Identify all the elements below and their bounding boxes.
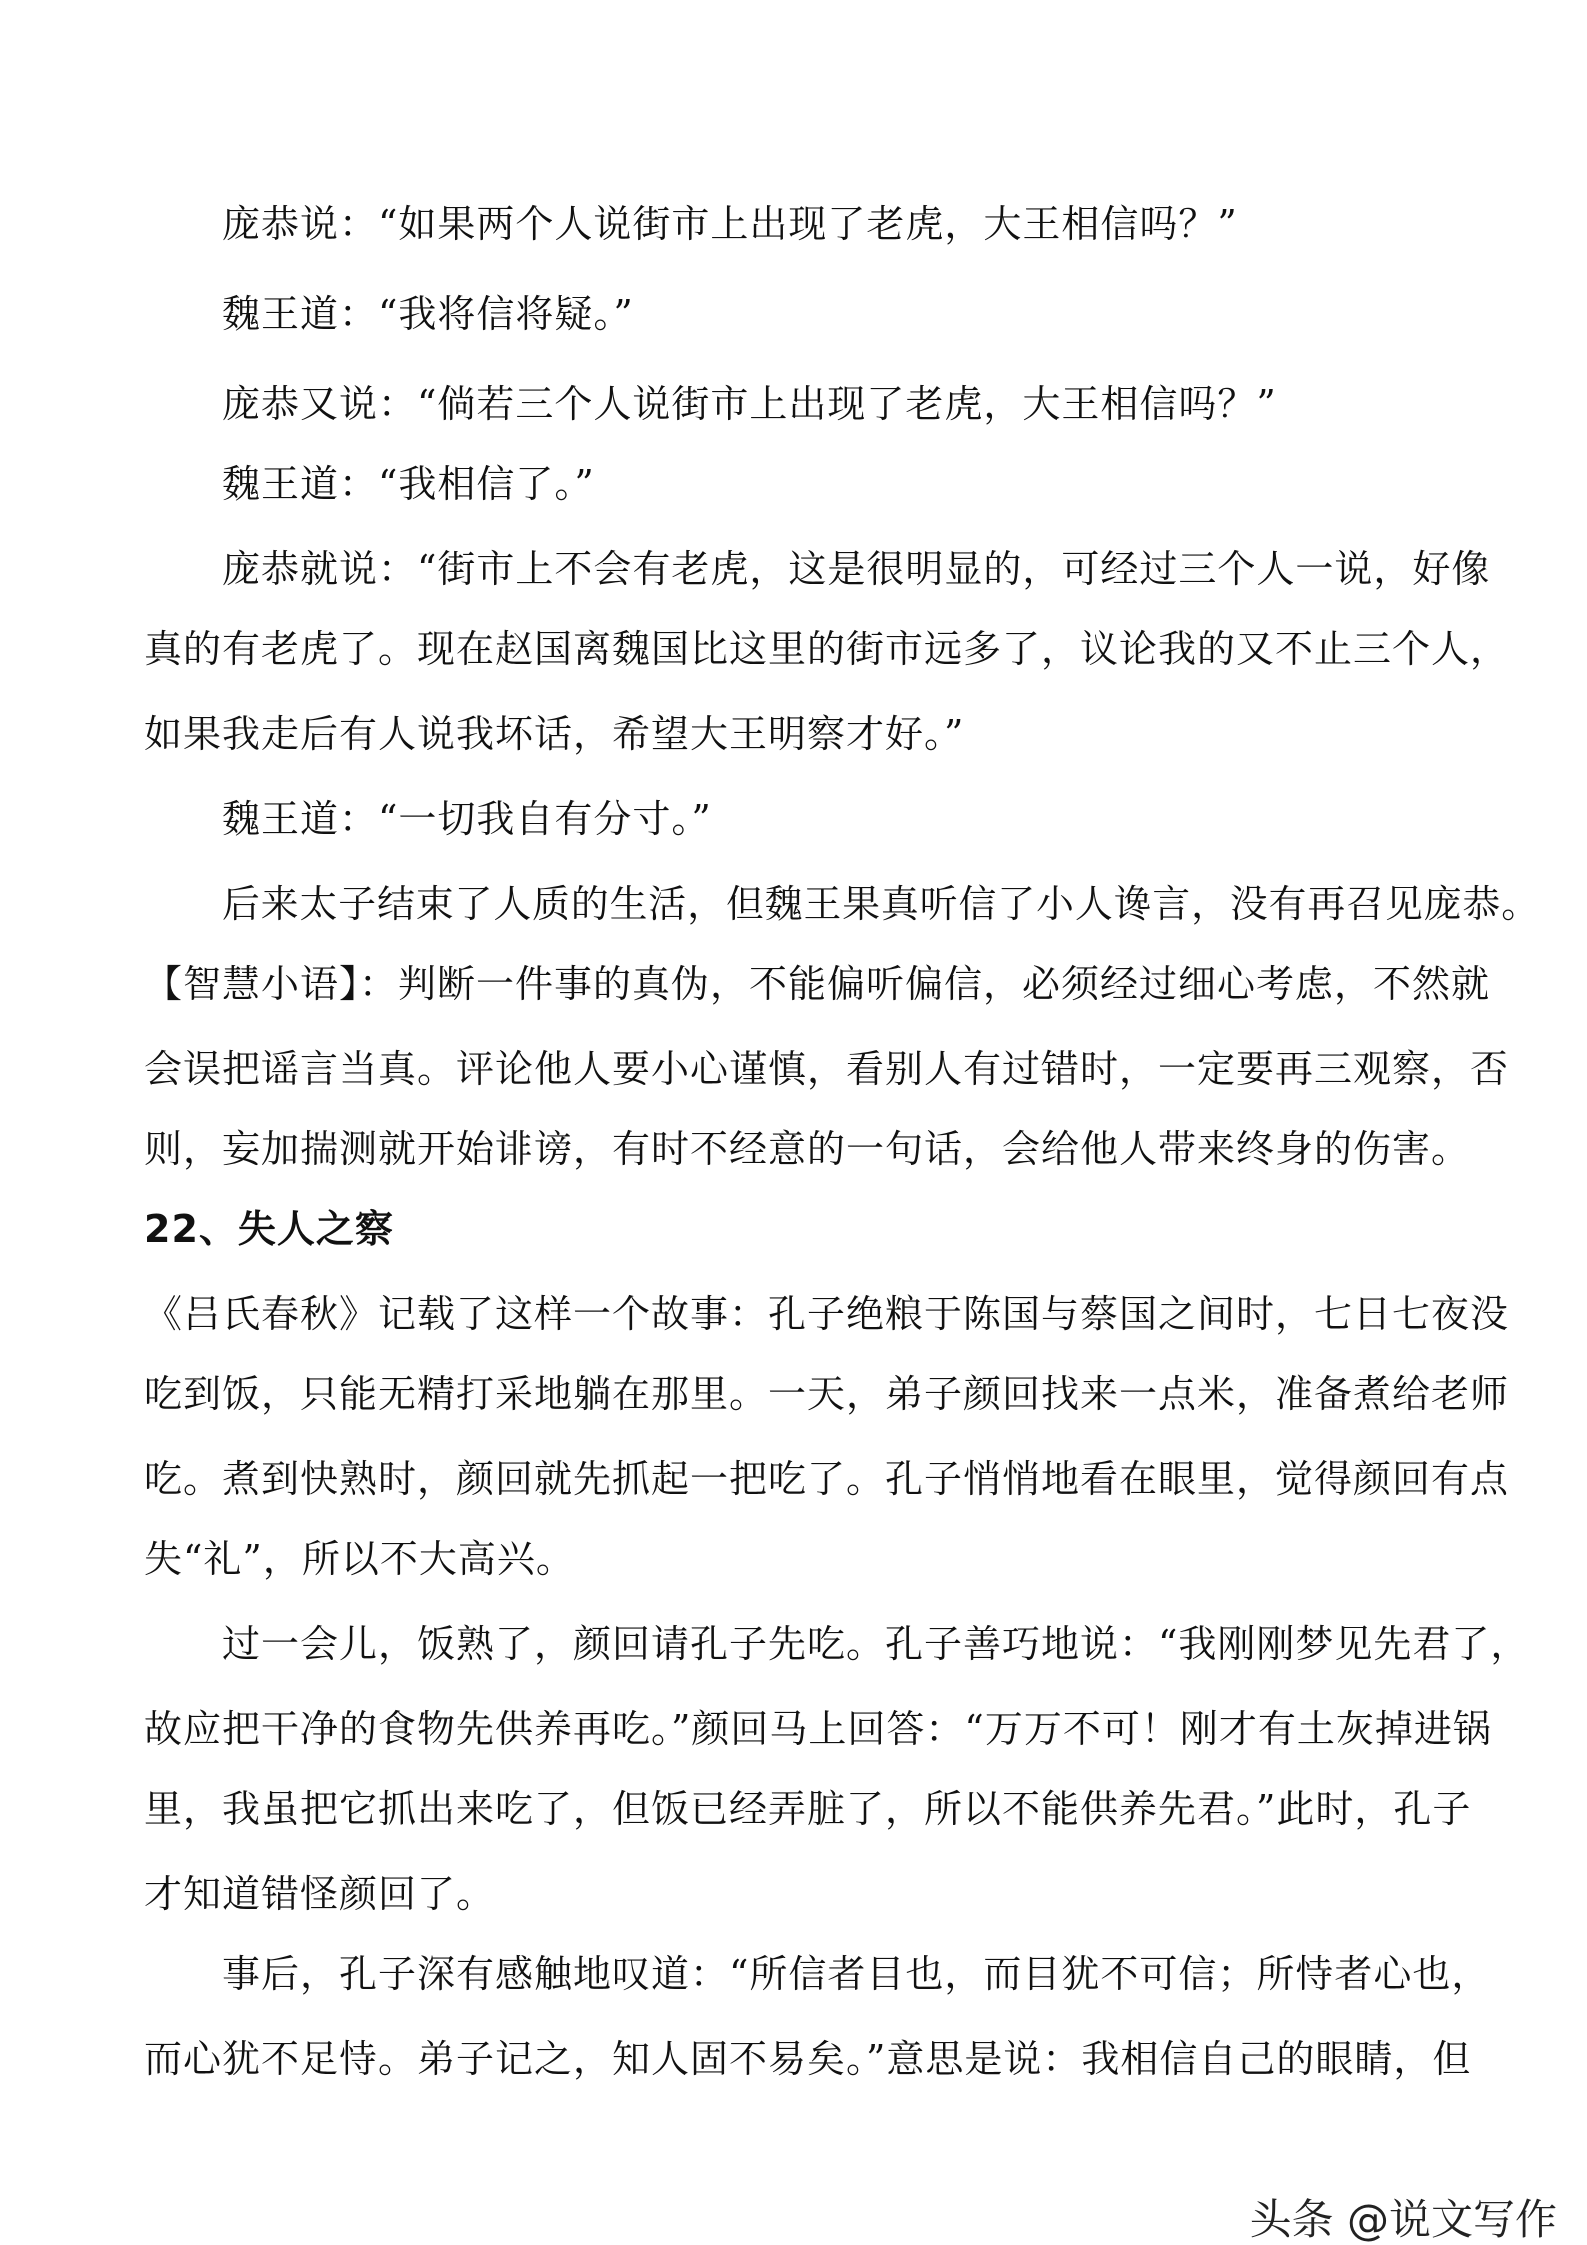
text-line: 而心犹不足恃。弟子记之，知人固不易矣。”意思是说：我相信自己的眼睛，但 (144, 2037, 1472, 2081)
text-line: 魏王道：“一切我自有分寸。” (222, 797, 712, 841)
text-line: 才知道错怪颜回了。 (144, 1872, 496, 1916)
section-heading: 22、失人之察 (144, 1207, 394, 1251)
text-line: 真的有老虎了。现在赵国离魏国比这里的街市远多了，议论我的又不止三个人， (144, 627, 1510, 671)
text-line: 魏王道：“我将信将疑。” (222, 292, 634, 336)
text-line: 魏王道：“我相信了。” (222, 462, 595, 506)
text-line: 事后，孔子深有感触地叹道：“所信者目也，而目犹不可信；所恃者心也， (222, 1952, 1491, 1996)
text-line: 则，妄加揣测就开始诽谤，有时不经意的一句话，会给他人带来终身的伤害。 (144, 1127, 1471, 1171)
text-line: 过一会儿，饭熟了，颜回请孔子先吃。孔子善巧地说：“我刚刚梦见先君了， (222, 1622, 1530, 1666)
text-line: 吃到饭，只能无精打采地躺在那里。一天，弟子颜回找来一点米，准备煮给老师 (144, 1372, 1510, 1416)
text-line: 失“礼”，所以不大高兴。 (144, 1537, 575, 1581)
watermark: 头条 @说文写作 (1249, 2195, 1557, 2244)
text-line: 如果我走后有人说我坏话，希望大王明察才好。” (144, 712, 965, 756)
text-line: 《吕氏春秋》记载了这样一个故事：孔子绝粮于陈国与蔡国之间时，七日七夜没 (144, 1292, 1510, 1336)
text-line: 会误把谣言当真。评论他人要小心谨慎，看别人有过错时，一定要再三观察，否 (144, 1047, 1510, 1091)
text-line: 庞恭又说：“倘若三个人说街市上出现了老虎，大王相信吗？” (222, 382, 1277, 426)
text-line: 故应把干净的食物先供养再吃。”颜回马上回答：“万万不可！刚才有土灰掉进锅 (144, 1707, 1492, 1751)
text-line: 里，我虽把它抓出来吃了，但饭已经弄脏了，所以不能供养先君。”此时，孔子 (144, 1787, 1472, 1831)
text-line: 庞恭说：“如果两个人说街市上出现了老虎，大王相信吗？” (222, 202, 1238, 246)
text-line: 【智慧小语】：判断一件事的真伪，不能偏听偏信，必须经过细心考虑，不然就 (144, 962, 1491, 1006)
text-line: 庞恭就说：“街市上不会有老虎，这是很明显的，可经过三个人一说，好像 (222, 547, 1491, 591)
text-line: 后来太子结束了人质的生活，但魏王果真听信了小人谗言，没有再召见庞恭。 (222, 882, 1541, 926)
text-line: 吃。煮到快熟时，颜回就先抓起一把吃了。孔子悄悄地看在眼里，觉得颜回有点 (144, 1457, 1510, 1501)
